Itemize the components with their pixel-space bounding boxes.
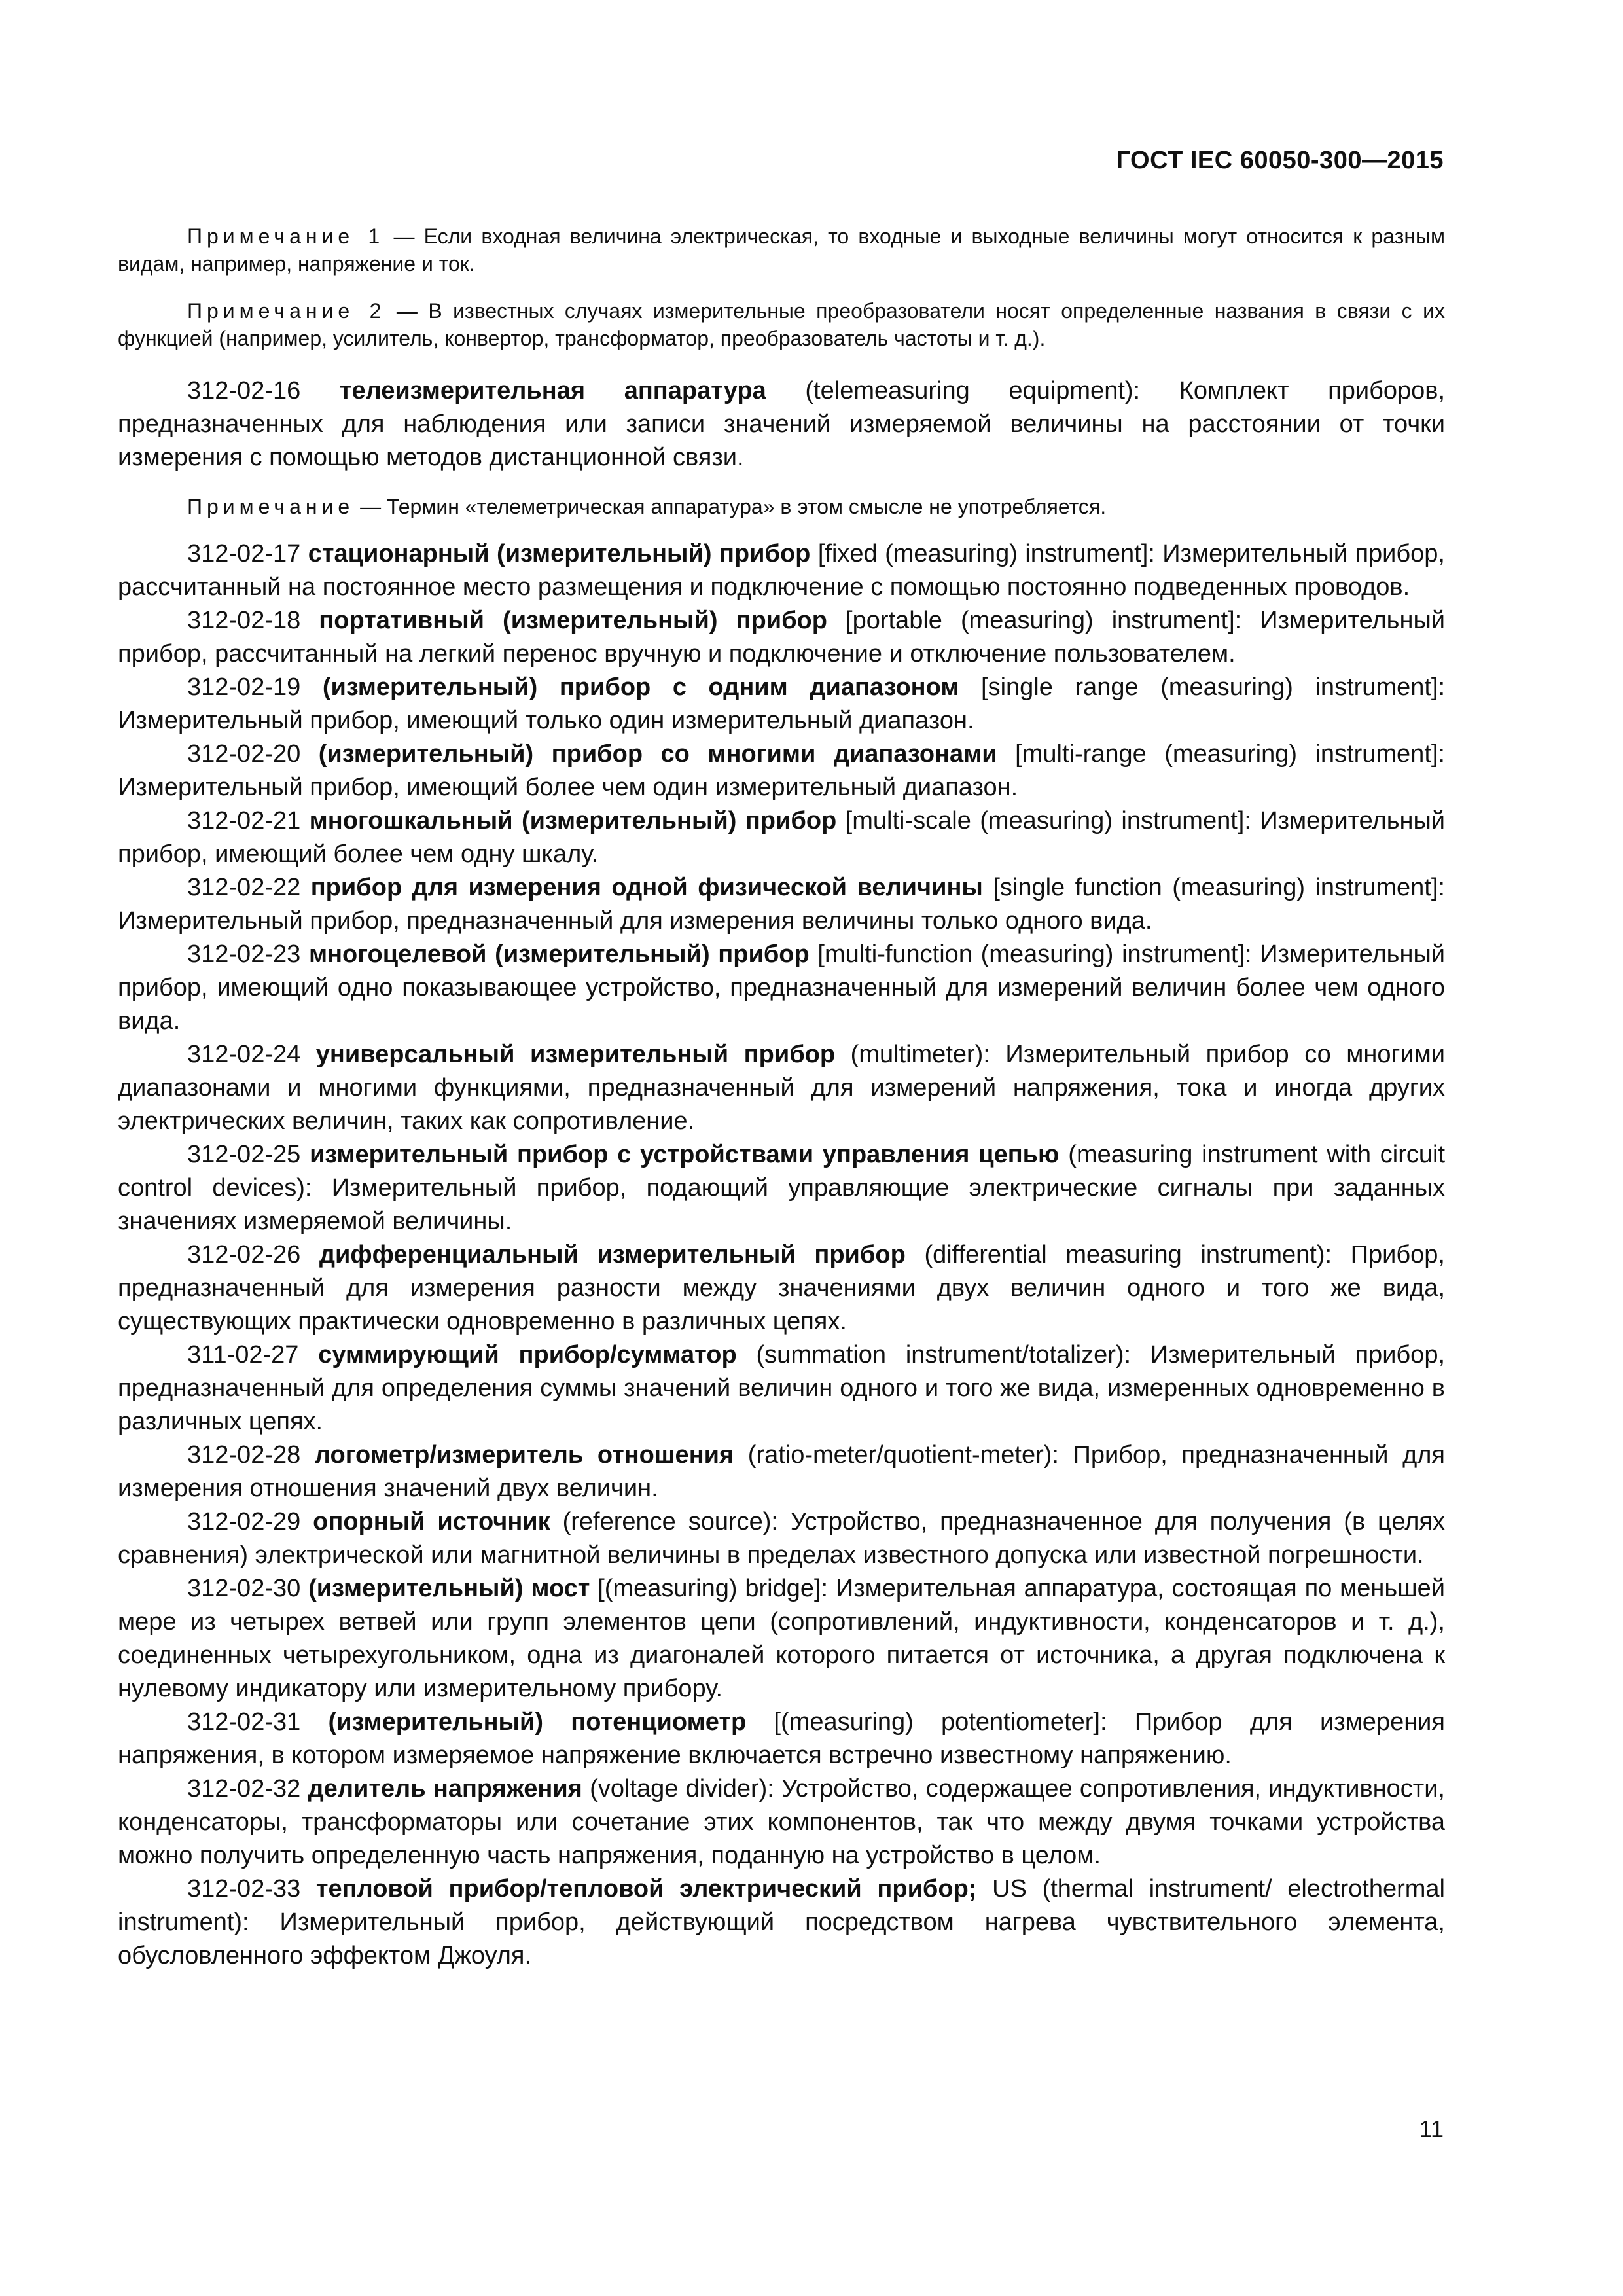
term-name: универсальный измерительный прибор — [315, 1041, 836, 1068]
term-number: 312-02-29 — [187, 1508, 313, 1535]
term-definition: (ratio-meter/quotient-meter): Прибор, предназначенный для измерения отношения значений двух величин. — [118, 1441, 1445, 1502]
term-number: 312-02-31 — [187, 1708, 329, 1736]
term-number: 312-02-19 — [187, 673, 323, 701]
term-entry — [118, 604, 1445, 671]
term-number: 312-02-28 — [187, 1441, 315, 1469]
term-number: 312-02-23 — [187, 941, 309, 968]
term-name: многоцелевой (измерительный) прибор — [308, 941, 810, 968]
note-text: — Термин «телеметрическая аппаратура» в этом смысле не употребляется. — [354, 495, 1107, 518]
page-number: 11 — [1419, 2115, 1444, 2142]
term-definition: [multi-function (measuring) instrument]: Измерительный прибор, имеющий одно показывающее устройство, предназначенный для измерений величин более чем одного вида. — [118, 941, 1445, 1035]
term-definition: [multi-range (measuring) instrument]: Измерительный прибор, имеющий более чем один измерительный диапазон. — [118, 740, 1445, 801]
term-entry — [118, 1138, 1445, 1238]
term-entry — [118, 1772, 1445, 1873]
term-number: 312-02-24 — [187, 1041, 316, 1068]
term-entry — [118, 671, 1445, 738]
note-1 — [118, 223, 1445, 278]
term-name: телеизмерительная аппаратура — [339, 377, 766, 404]
term-definition: (measuring instrument with circuit control devices): Измерительный прибор, подающий управляющие электрические сигналы при заданных значениях измеряемой величины. — [118, 1141, 1446, 1235]
term-definition: [(measuring) bridge]: Измерительная аппаратура, состоящая по меньшей мере из четырех ветвей или групп элементов цепи (сопротивлений, индуктивности, конденсаторов и т. д.), соединенных четырехугольником, одна из диагоналей которого питается от источника, а другая подключена к нулевому индикатору или измерительному прибору. — [118, 1575, 1445, 1702]
term-entry — [118, 1238, 1445, 1338]
term-name: (измерительный) потенциометр — [328, 1708, 747, 1736]
term-definition: [single range (measuring) instrument]: Измерительный прибор, имеющий только один измерительный диапазон. — [118, 673, 1446, 734]
term-name: прибор для измерения одной физической величины — [310, 874, 983, 901]
term-name: (измерительный) прибор со многими диапазонами — [318, 740, 997, 768]
note-term-16 — [118, 493, 1445, 520]
note-label: Примечание 1 — [187, 224, 385, 248]
term-number: 312-02-25 — [187, 1141, 310, 1168]
term-definition: [fixed (measuring) instrument]: Измерительный прибор, рассчитанный на постоянное место размещения и подключение с помощью постоянно подведенных проводов. — [118, 540, 1445, 601]
note-text: — В известных случаях измерительные преобразователи носят определенные названия в связи с их функцией (например, усилитель, конвертор, трансформатор, преобразователь частоты и т. д.). — [118, 299, 1446, 350]
term-definition: (summation instrument/totalizer): Измерительный прибор, предназначенный для определения суммы значений величин одного и того же вида, измеренных одновременно в различных цепях. — [118, 1341, 1446, 1435]
term-definition: (voltage divider): Устройство, содержащее сопротивления, индуктивности, конденсаторы, трансформаторы или сочетание этих компонентов, так что между двумя точками устройства можно получить определенную часть напряжения, поданную на устройство в целом. — [118, 1775, 1445, 1869]
term-name: (измерительный) прибор с одним диапазоном — [322, 673, 959, 701]
term-definition: [(measuring) potentiometer]: Прибор для измерения напряжения, в котором измеряемое напряжение включается встречно известному напряжению. — [118, 1708, 1445, 1769]
term-entry — [118, 804, 1445, 871]
term-name: измерительный прибор с устройствами управления цепью — [310, 1141, 1060, 1168]
term-number: 312-02-20 — [187, 740, 319, 768]
term-entry — [118, 871, 1445, 938]
term-entry — [118, 1505, 1445, 1572]
note-label: Примечание 2 — [187, 299, 386, 323]
term-name: портативный (измерительный) прибор — [319, 607, 827, 634]
term-entry — [118, 1572, 1445, 1706]
term-name: стационарный (измерительный) прибор — [308, 540, 811, 567]
term-name: многошкальный (измерительный) прибор — [309, 807, 837, 834]
term-name: логометр/измеритель отношения — [314, 1441, 734, 1469]
term-number: 312-02-30 — [187, 1575, 309, 1602]
page-content — [118, 223, 1445, 1973]
term-number: 311-02-27 — [187, 1341, 319, 1369]
term-name: (измерительный) мост — [308, 1575, 590, 1602]
term-entry — [118, 1873, 1445, 1973]
term-definition: [single function (measuring) instrument]: Измерительный прибор, предназначенный для измерения величины только одного вида. — [118, 874, 1445, 935]
term-entry — [118, 1338, 1445, 1439]
term-definition: [multi-scale (measuring) instrument]: Измерительный прибор, имеющий более чем одну шкалу. — [118, 807, 1446, 868]
term-name: делитель напряжения — [308, 1775, 582, 1803]
note-text: — Если входная величина электрическая, то входные и выходные величины могут относится к разным видам, например, напряжение и ток. — [118, 224, 1446, 276]
term-number: 312-02-32 — [187, 1775, 308, 1803]
term-number: 312-02-16 — [187, 377, 340, 404]
term-entry — [118, 1439, 1445, 1505]
term-definition: (differential measuring instrument): Прибор, предназначенный для измерения разности между значениями двух величин одного и того же вида, существующих практически одновременно в различных цепях. — [118, 1241, 1445, 1335]
term-number: 312-02-22 — [187, 874, 311, 901]
term-entry — [118, 1706, 1445, 1772]
term-definition: (telemeasuring equipment): Комплект приборов, предназначенных для наблюдения или записи значений измеряемой величины на расстоянии от точки измерения с помощью методов дистанционной связи. — [118, 377, 1445, 471]
term-entry — [118, 537, 1445, 604]
term-number: 312-02-26 — [187, 1241, 319, 1268]
term-definition: [portable (measuring) instrument]: Измерительный прибор, рассчитанный на легкий перенос вручную и подключение и отключение пользователем. — [118, 607, 1445, 668]
term-definition: US (thermal instrument/ electrothermal instrument): Измерительный прибор, действующий посредством нагрева чувствительного элемента, обусловленного эффектом Джоуля. — [118, 1875, 1445, 1969]
term-name: суммирующий прибор/сумматор — [318, 1341, 737, 1369]
term-name: дифференциальный измерительный прибор — [319, 1241, 906, 1268]
term-number: 312-02-18 — [187, 607, 319, 634]
document-header: ГОСТ IEC 60050-300—2015 — [1116, 147, 1444, 174]
term-name: тепловой прибор/тепловой электрический прибор; — [315, 1875, 977, 1903]
term-name: опорный источник — [313, 1508, 550, 1535]
term-definition: (reference source): Устройство, предназначенное для получения (в целях сравнения) электрической или магнитной величины в пределах известного допуска или известной погрешности. — [118, 1508, 1445, 1569]
note-2 — [118, 297, 1445, 352]
term-entry — [118, 738, 1445, 804]
term-number: 312-02-21 — [187, 807, 310, 834]
term-entry — [118, 1038, 1445, 1138]
term-entry-312-02-16 — [118, 374, 1445, 475]
term-entry — [118, 938, 1445, 1038]
term-number: 312-02-17 — [187, 540, 308, 567]
term-definition: (multimeter): Измерительный прибор со многими диапазонами и многими функциями, предназначенный для измерений напряжения, тока и иногда других электрических величин, таких как сопротивление. — [118, 1041, 1445, 1135]
note-label: Примечание — [187, 495, 355, 518]
term-number: 312-02-33 — [187, 1875, 316, 1903]
